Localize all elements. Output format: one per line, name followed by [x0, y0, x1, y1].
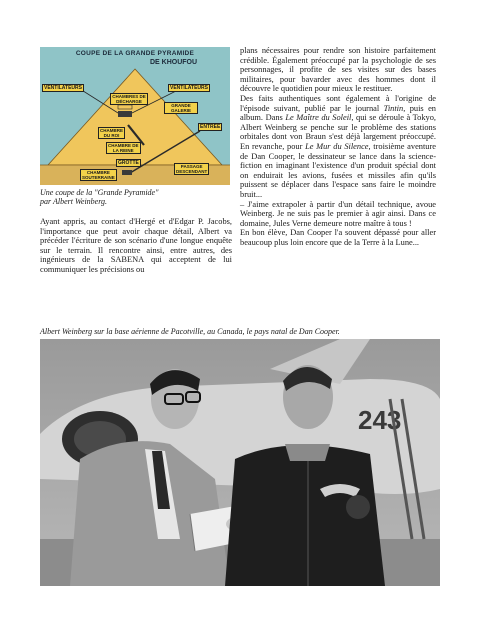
label-souterraine-line1: CHAMBRE [86, 170, 110, 175]
aircraft-number: 243 [358, 405, 402, 435]
label-chambre-reine-line1: CHAMBRE DE [108, 143, 139, 148]
photograph [40, 339, 440, 586]
right-paragraph-1: plans nécessaires pour rendre son histoire parfaitement crédible. Également préoccupé par la psychologie de ses personnages, il profite de ses visites sur des bases militaires, pour bavarder avec des hommes dont il découvre le quotidien pour mieux le restituer. [240, 46, 436, 94]
label-chambre-de-la-reine [106, 142, 141, 154]
photo-caption: Albert Weinberg sur la base aérienne de Pacotville, au Canada, le pays natal de Dan Cooper. [40, 327, 340, 336]
p2-title-mur-du-silence: Le Mur du Silence [305, 141, 369, 151]
label-passage-line1: PASSAGE [180, 164, 203, 169]
p2-text-a: Des faits authentiques sont également à l'origine de l'épisode suivant, publié par le journal [240, 93, 436, 113]
illustration-caption-line2: par Albert Weinberg. [40, 197, 108, 206]
label-souterraine-line2: SOUTERRAINE [82, 175, 115, 180]
illustration-subtitle: DE KHOUFOU [150, 59, 198, 66]
illustration-caption [40, 188, 230, 206]
label-chambre-reine-line2: LA REINE [112, 148, 134, 153]
photo-scene [40, 339, 440, 586]
right-paragraph-2 [240, 94, 436, 200]
p2-text-g: , troisième aventure de Dan Cooper, le dessinateur se lance dans la science-fiction en imaginant l'existence d'un produit spécial dont on enduirait les avions, fusées et missiles afin qu'ils puissent se déplacer dans l'espace sans faire le moindre bruit... [240, 141, 436, 199]
right-paragraph-4: En bon élève, Dan Cooper l'a souvent dépassé pour aller beaucoup plus loin encore que de la Terre à la Lune... [240, 228, 436, 247]
label-chambre-du-roi-line2: DU ROI [103, 133, 120, 138]
left-column [40, 217, 232, 275]
label-chambre-du-roi-line1: CHAMBRE [100, 128, 123, 133]
label-grotte: GROTTE [118, 160, 139, 166]
label-passage-line2: DESCENDANT [176, 169, 208, 174]
illustration-caption-line1: Une coupe de la "Grande Pyramide" [40, 188, 159, 197]
p2-title-maitre-du-soleil: Le Maître du Soleil [285, 113, 352, 123]
label-chambre-du-roi [98, 127, 125, 139]
right-paragraph-3: – J'aime extrapoler à partir d'un détail technique, avoue Weinberg. Je ne suis pas le premier à agir ainsi. Dans ce domaine, Jules Verne demeure notre maître à tous ! [240, 199, 436, 228]
label-chambres-decharge: CHAMBRES DE DÉCHARGE [110, 93, 148, 105]
label-entree: ENTRÉE [200, 124, 221, 130]
label-chambre-souterraine [80, 169, 117, 181]
pyramid-illustration [40, 47, 230, 185]
label-ventilateurs-left: VENTILATEURS [44, 85, 82, 91]
p2-text-c: , puis en album. Dans [240, 103, 436, 123]
right-column [240, 46, 436, 247]
label-grande-galerie: GRANDE GALERIE [164, 102, 198, 114]
p2-title-tintin: Tintin [383, 103, 404, 113]
illustration-title: COUPE DE LA GRANDE PYRAMIDE [75, 50, 195, 57]
p2-text-e: , qui se déroule à Tokyo, Albert Weinberg se penche sur le problème des stations orbitales dont von Braun s'est déjà largement préoccupé. En revanche, pour [240, 113, 437, 151]
label-passage-descendant [174, 163, 209, 175]
label-ventilateurs-right: VENTILATEURS [170, 85, 208, 91]
left-paragraph: Ayant appris, au contact d'Hergé et d'Edgar P. Jacobs, l'importance que peut avoir chaque détail, Albert va précéder l'écriture de son scénario d'une longue enquête sur le terrain. Il rencontre ainsi, entre autres, des ingénieurs de la SABENA qui acceptent de lui communiquer les précisions ou [40, 217, 232, 274]
